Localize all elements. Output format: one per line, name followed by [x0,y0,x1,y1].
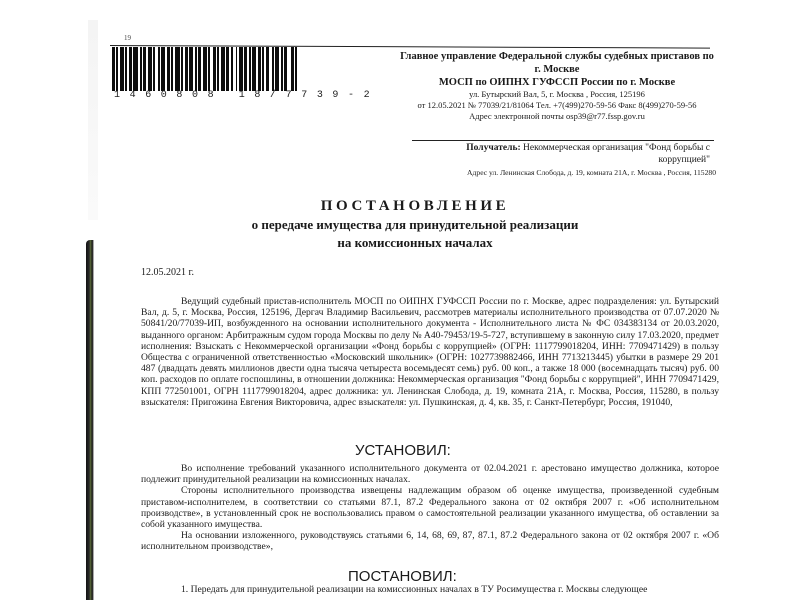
issuer-address: ул. Бутырский Вал, 5, г. Москва , Россия, 125196 [469,89,645,99]
heading-decided: ПОСТАНОВИЛ: [348,568,457,585]
decision-item-1: 1. Передать для принудительной реализации на комиссионных началах в ТУ Росимущества г. Москвы следующее [181,584,648,595]
recipient-name: Некоммерческая организация "Фонд борьбы с коррупцией" [523,143,710,165]
body-section-1 [141,296,719,408]
paragraph-basis: На основании изложенного, руководствуясь статьями 6, 14, 68, 69, 87, 87.1, 87.2 Федерального закона от 02 октября 2007 г. «Об исполнительном производстве», [141,530,719,553]
document-title-block [190,198,640,251]
issuer-block [397,50,717,122]
heading-established: УСТАНОВИЛ: [355,442,451,459]
recipient-label: Получатель: [466,143,521,153]
barcode-number: 1460808 18/7739-2 [114,90,380,101]
document-subtitle-2: на комиссионных началах [337,235,493,250]
page-edge-shadow [86,240,94,600]
issuer-reference: от 12.05.2021 № 77039/21/81064 Тел. +7(499)270-59-56 Факс 8(499)270-59-56 [417,100,697,110]
recipient-address: Адрес ул. Ленинская Слобода, д. 19, комната 21А, г. Москва , Россия, 115280 [467,168,716,177]
document-date: 12.05.2021 г. [141,267,194,278]
paragraph-parties: Стороны исполнительного производства извещены надлежащим образом об оценке имущества, произведенной судебным приставом-исполнителем, в соответствии со статьями 87.1, 87.2 Федерального закона от 02 октября 2007 г. «Об исполнительном производстве», в установленный срок не воспользовались правом о самостоятельной реализации указанного имущества, об оставлении за собой указанного имущества. [141,485,719,531]
recipient-block [440,142,710,166]
document-subtitle-1: о передаче имущества для принудительной реализации [251,217,579,232]
issuer-line1: Главное управление Федеральной службы судебных приставов по [400,51,714,62]
barcode [112,47,344,91]
paragraph-arrest: Во исполнение требований указанного исполнительного документа от 02.04.2021 г. арестовано имущество должника, которое подлежит принудительной реализации на комиссионных началах. [141,463,719,486]
paragraph-preamble: Ведущий судебный пристав-исполнитель МОСП по ОИПНХ ГУФССП России по г. Москве, адрес подразделения: ул. Бутырский Вал, д. 5, г. Москва, Россия, 125196, Дергач Владимир Васильевич, рассмотрев материалы исполнительного производства от 07.07.2020 № 50841/20/77039-ИП, возбужденного на основании исполнительного документа - Исполнительного листа № ФС 034383134 от 20.03.2020, выданного органом: Арбитражным судом города Москвы по делу № А40-79453/19-5-727, вступившему в законную силу 17.03.2020, предмет исполнения: Взыскать с Некоммерческой организации «Фонд борьбы с коррупцией» (ОГРН: 1117799018204, ИНН: 7709471429) в пользу Общества с ограниченной ответственностью «Московский школьник» (ОГРН: 1027739882466, ИНН 7713213445) убытки в размере 29 201 487 (двадцать девять миллионов двести одна тысяча четыреста восемьдесят семь) руб. 00 коп., а также 18 000 (восемнадцать тысяч) руб. 00 коп. расходов по оплате госпошлины, в отношении должника: Некоммерческая организация "Фонд борьбы с коррупцией", ИНН 7709471429, КПП 772501001, ОГРН 1117799018204, адрес должника: ул. Ленинская Слобода, д. 19, комната 21А, г. Москва, Россия, 115280, в пользу взыскателя: Пригожина Евгения Викторовича, адрес взыскателя: ул. Пушкинская, д. 4, кв. 35, г. Санкт-Петербург, Россия, 191040, [141,296,719,408]
body-section-3 [141,584,719,595]
issuer-email: Адрес электронной почты osp39@r77.fssp.gov.ru [469,111,645,121]
document-title: ПОСТАНОВЛЕНИЕ [320,198,510,214]
corner-mark: 19 [124,34,131,42]
issuer-line2: г. Москве [534,64,580,75]
body-section-2 [141,463,719,553]
page-smudge [88,20,98,220]
issuer-line3: МОСП по ОИПНХ ГУФССП России по г. Москве [438,77,676,88]
header-rule [412,140,714,141]
